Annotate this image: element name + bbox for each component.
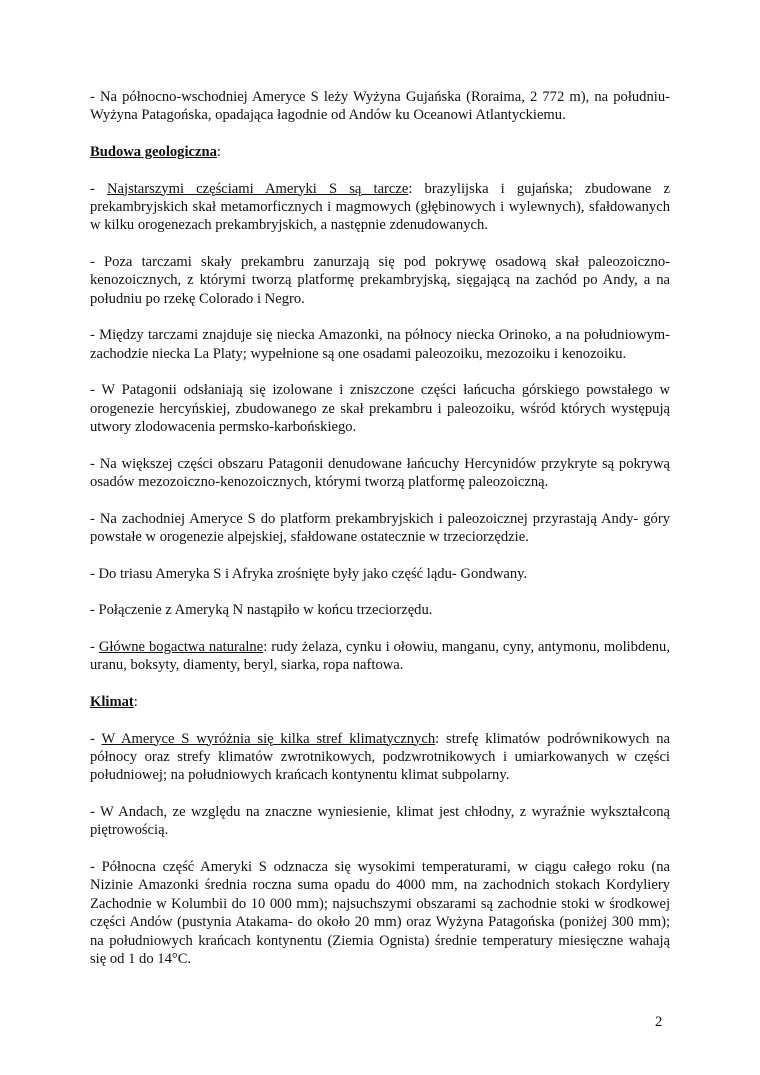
geology-paragraph: - Do triasu Ameryka S i Afryka zrośnięte były jako część lądu- Gondwany. [90, 565, 528, 582]
geology-paragraph: - Na większej części obszaru Patagonii denudowane łańcuchy Hercynidów przykryte są pokrywą osadów mezozoiczno-kenozoicznych, którymi tworzą platformę paleozoiczną. [90, 455, 670, 491]
page-number: 2 [655, 1014, 663, 1030]
geology-paragraph: - Poza tarczami skały prekambru zanurzają się pod pokrywę osadową skał paleozoiczno-kenozoicznych, z którymi tworzą platformę prekambryjską, sięgającą na zachód po Andy, a na południu po rzekę Colorado i Negro. [90, 254, 670, 307]
intro-paragraph: - Na północno-wschodniej Ameryce S leży Wyżyna Gujańska (Roraima, 2 772 m), na południu- Wyżyna Patagońska, opadająca łagodnie od Andów ku Oceanowi Atlantyckiemu. [90, 89, 670, 124]
climate-paragraph: - Północna część Ameryki S odznacza się wysokimi temperaturami, w ciągu całego roku (na Nizinie Amazonki średnia roczna suma opadu do 4000 mm, na zachodnich stokach Kordyliery Zachodnie w Kolumbii do 10 000 mm); najsuchszymi obszarami są zachodnie stoki w środkowej części Andów (pustynia Atakama- do około 20 mm) oraz Wyżyna Patagońska (poniżej 300 mm); na południowych krańcach kontynentu (Ziemia Ognista) średnie temperatury miesięczne wahają się od 1 do 14°C. [90, 859, 670, 968]
section-heading-climate: Klimat: [90, 694, 138, 710]
document-page [90, 88, 670, 987]
geology-paragraph: - Najstarszymi częściami Ameryki S są tarcze: brazylijska i gujańska; zbudowane z prekambryjskich skał metamorficznych i magmowych (głębinowych i wylewnych), sfałdowanych w kilku orogenezach prekambryjskich, a następnie zdenudowanych. [90, 180, 670, 234]
geology-paragraph: - W Patagonii odsłaniają się izolowane i zniszczone części łańcucha górskiego powstałego w orogenezie hercyńskiej, zbudowanego ze skał prekambru i paleozoiku, wśród których występują utwory zlodowacenia permsko-karbońskiego. [90, 382, 670, 436]
geology-paragraph: - Połączenie z Ameryką N nastąpiło w końcu trzeciorzędu. [90, 602, 433, 619]
geology-paragraph: - Na zachodniej Ameryce S do platform prekambryjskich i paleozoicznej przyrastają Andy- góry powstałe w orogenezie alpejskiej, sfałdowane ostatecznie w trzeciorzędzie. [90, 510, 670, 546]
geology-paragraph: - Główne bogactwa naturalne: rudy żelaza, cynku i ołowiu, manganu, cyny, antymonu, molibdenu, uranu, boksyty, diamenty, beryl, siarka, ropa naftowa. [90, 639, 670, 674]
climate-paragraph: - W Ameryce S wyróżnia się kilka stref klimatycznych: strefę klimatów podrównikowych na północy oraz strefy klimatów zwrotnikowych, podzwrotnikowych i umiarkowanych w części południowej; na południowych krańcach kontynentu klimat subpolarny. [90, 730, 670, 784]
climate-paragraph: - W Andach, ze względu na znaczne wyniesienie, klimat jest chłodny, z wyraźnie wykształconą piętrowością. [90, 804, 670, 839]
section-heading-geology: Budowa geologiczna: [90, 144, 221, 160]
geology-paragraph: - Między tarczami znajduje się niecka Amazonki, na północy niecka Orinoko, a na południowym-zachodzie niecka La Platy; wypełnione są one osadami paleozoiku, mezozoiku i kenozoiku. [90, 327, 670, 362]
